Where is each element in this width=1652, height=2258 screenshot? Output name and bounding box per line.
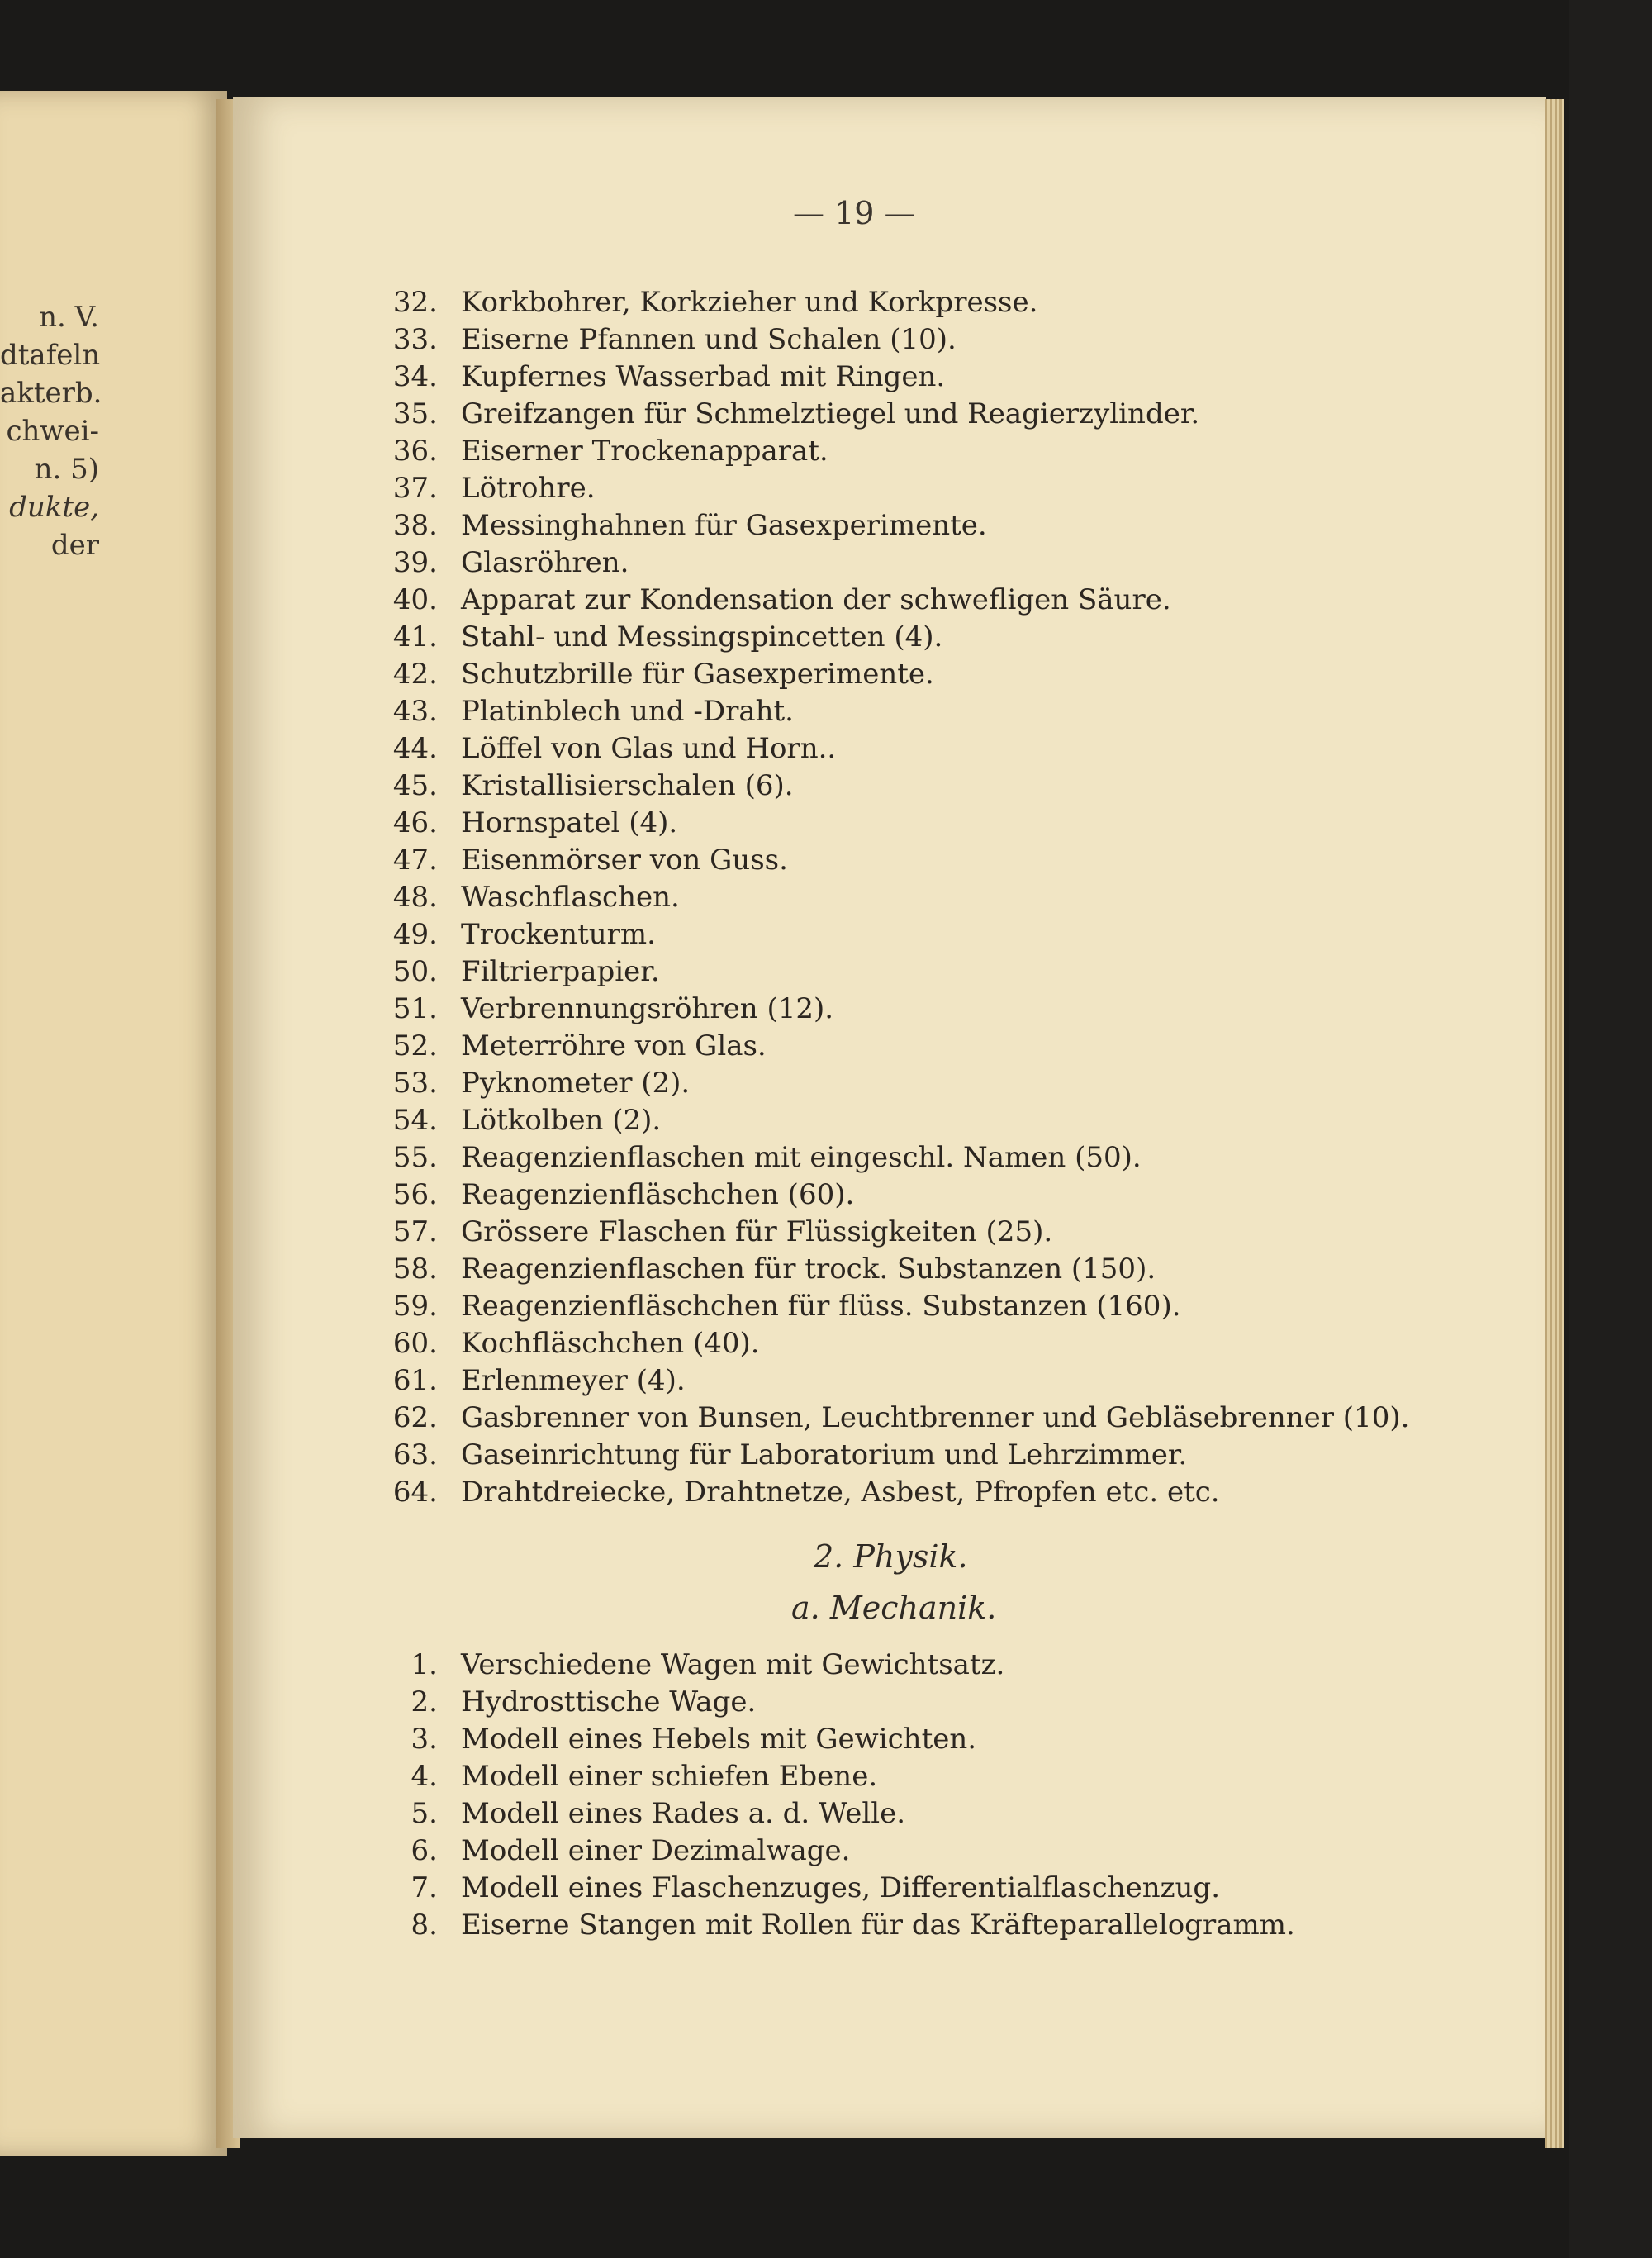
list-item: 41. Stahl- und Messingspincetten (4).	[392, 620, 943, 654]
list-item: 63. Gaseinrichtung für Laboratorium und Lehrzimmer.	[392, 1438, 1188, 1471]
list-item: 40. Apparat zur Kondensation der schwefligen Säure.	[392, 583, 1171, 616]
page-edges	[1545, 99, 1564, 2148]
list-item: 8. Eiserne Stangen mit Rollen für das Kräfteparallelogramm.	[411, 1909, 1295, 1942]
list-item: 39. Glasröhren.	[392, 546, 629, 579]
left-page-fragment: der	[50, 529, 99, 562]
page-number: — 19 —	[793, 195, 916, 231]
left-page	[0, 91, 227, 2156]
list-item: 36. Eiserner Trockenapparat.	[392, 435, 828, 468]
list-item: 42. Schutzbrille für Gasexperimente.	[392, 658, 934, 691]
list-item: 52. Meterröhre von Glas.	[392, 1029, 767, 1062]
list-item: 33. Eiserne Pfannen und Schalen (10).	[392, 323, 957, 356]
list-item: 5. Modell eines Rades a. d. Welle.	[411, 1797, 906, 1830]
left-page-fragment: n. V.	[39, 301, 99, 334]
list-item: 54. Lötkolben (2).	[392, 1104, 662, 1137]
list-item: 7. Modell eines Flaschenzuges, Differentialflaschenzug.	[411, 1871, 1220, 1904]
list-item: 34. Kupfernes Wasserbad mit Ringen.	[392, 360, 946, 393]
list-item: 61. Erlenmeyer (4).	[392, 1364, 686, 1397]
list-item: 51. Verbrennungsröhren (12).	[392, 992, 834, 1025]
list-item: 4. Modell einer schiefen Ebene.	[411, 1760, 878, 1793]
list-item: 62. Gasbrenner von Bunsen, Leuchtbrenner und Gebläsebrenner (10).	[392, 1401, 1410, 1434]
left-page-fragment: n. 5)	[34, 453, 99, 486]
left-page-fragment: dukte,	[9, 491, 99, 524]
list-item: 57. Grössere Flaschen für Flüssigkeiten (25).	[392, 1215, 1053, 1248]
left-page-fragment: dtafeln	[0, 339, 101, 372]
list-item: 45. Kristallisierschalen (6).	[392, 769, 794, 802]
left-page-fragment: akterb.	[0, 377, 102, 410]
list-item: 59. Reagenzienfläschchen für flüss. Substanzen (160).	[392, 1290, 1181, 1323]
list-item: 1. Verschiedene Wagen mit Gewichtsatz.	[411, 1648, 1005, 1681]
list-item: 35. Greifzangen für Schmelztiegel und Reagierzylinder.	[392, 397, 1200, 430]
list-item: 2. Hydrosttische Wage.	[411, 1685, 757, 1718]
list-item: 53. Pyknometer (2).	[392, 1067, 691, 1100]
list-item: 60. Kochfläschchen (40).	[392, 1327, 760, 1360]
list-item: 46. Hornspatel (4).	[392, 806, 678, 839]
list-item: 58. Reagenzienflaschen für trock. Substanzen (150).	[392, 1253, 1156, 1286]
list-item: 56. Reagenzienfläschchen (60).	[392, 1178, 855, 1211]
subsection-heading: a. Mechanik.	[791, 1590, 997, 1626]
list-item: 38. Messinghahnen für Gasexperimente.	[392, 509, 987, 542]
list-item: 43. Platinblech und -Draht.	[392, 695, 794, 728]
left-page-fragment: chwei-	[6, 415, 99, 448]
background-edge	[1569, 0, 1652, 2258]
list-item: 3. Modell eines Hebels mit Gewichten.	[411, 1723, 977, 1756]
list-item: 64. Drahtdreiecke, Drahtnetze, Asbest, Pfropfen etc. etc.	[392, 1476, 1220, 1509]
list-item: 55. Reagenzienflaschen mit eingeschl. Namen (50).	[392, 1141, 1142, 1174]
list-item: 48. Waschflaschen.	[392, 881, 680, 914]
list-item: 32. Korkbohrer, Korkzieher und Korkpresse.	[392, 286, 1038, 319]
list-item: 49. Trockenturm.	[392, 918, 656, 951]
list-item: 37. Lötrohre.	[392, 472, 596, 505]
list-item: 44. Löffel von Glas und Horn..	[392, 732, 837, 765]
list-item: 47. Eisenmörser von Guss.	[392, 844, 788, 877]
list-item: 50. Filtrierpapier.	[392, 955, 660, 988]
list-item: 6. Modell einer Dezimalwage.	[411, 1834, 851, 1867]
section-heading: 2. Physik.	[814, 1538, 968, 1575]
